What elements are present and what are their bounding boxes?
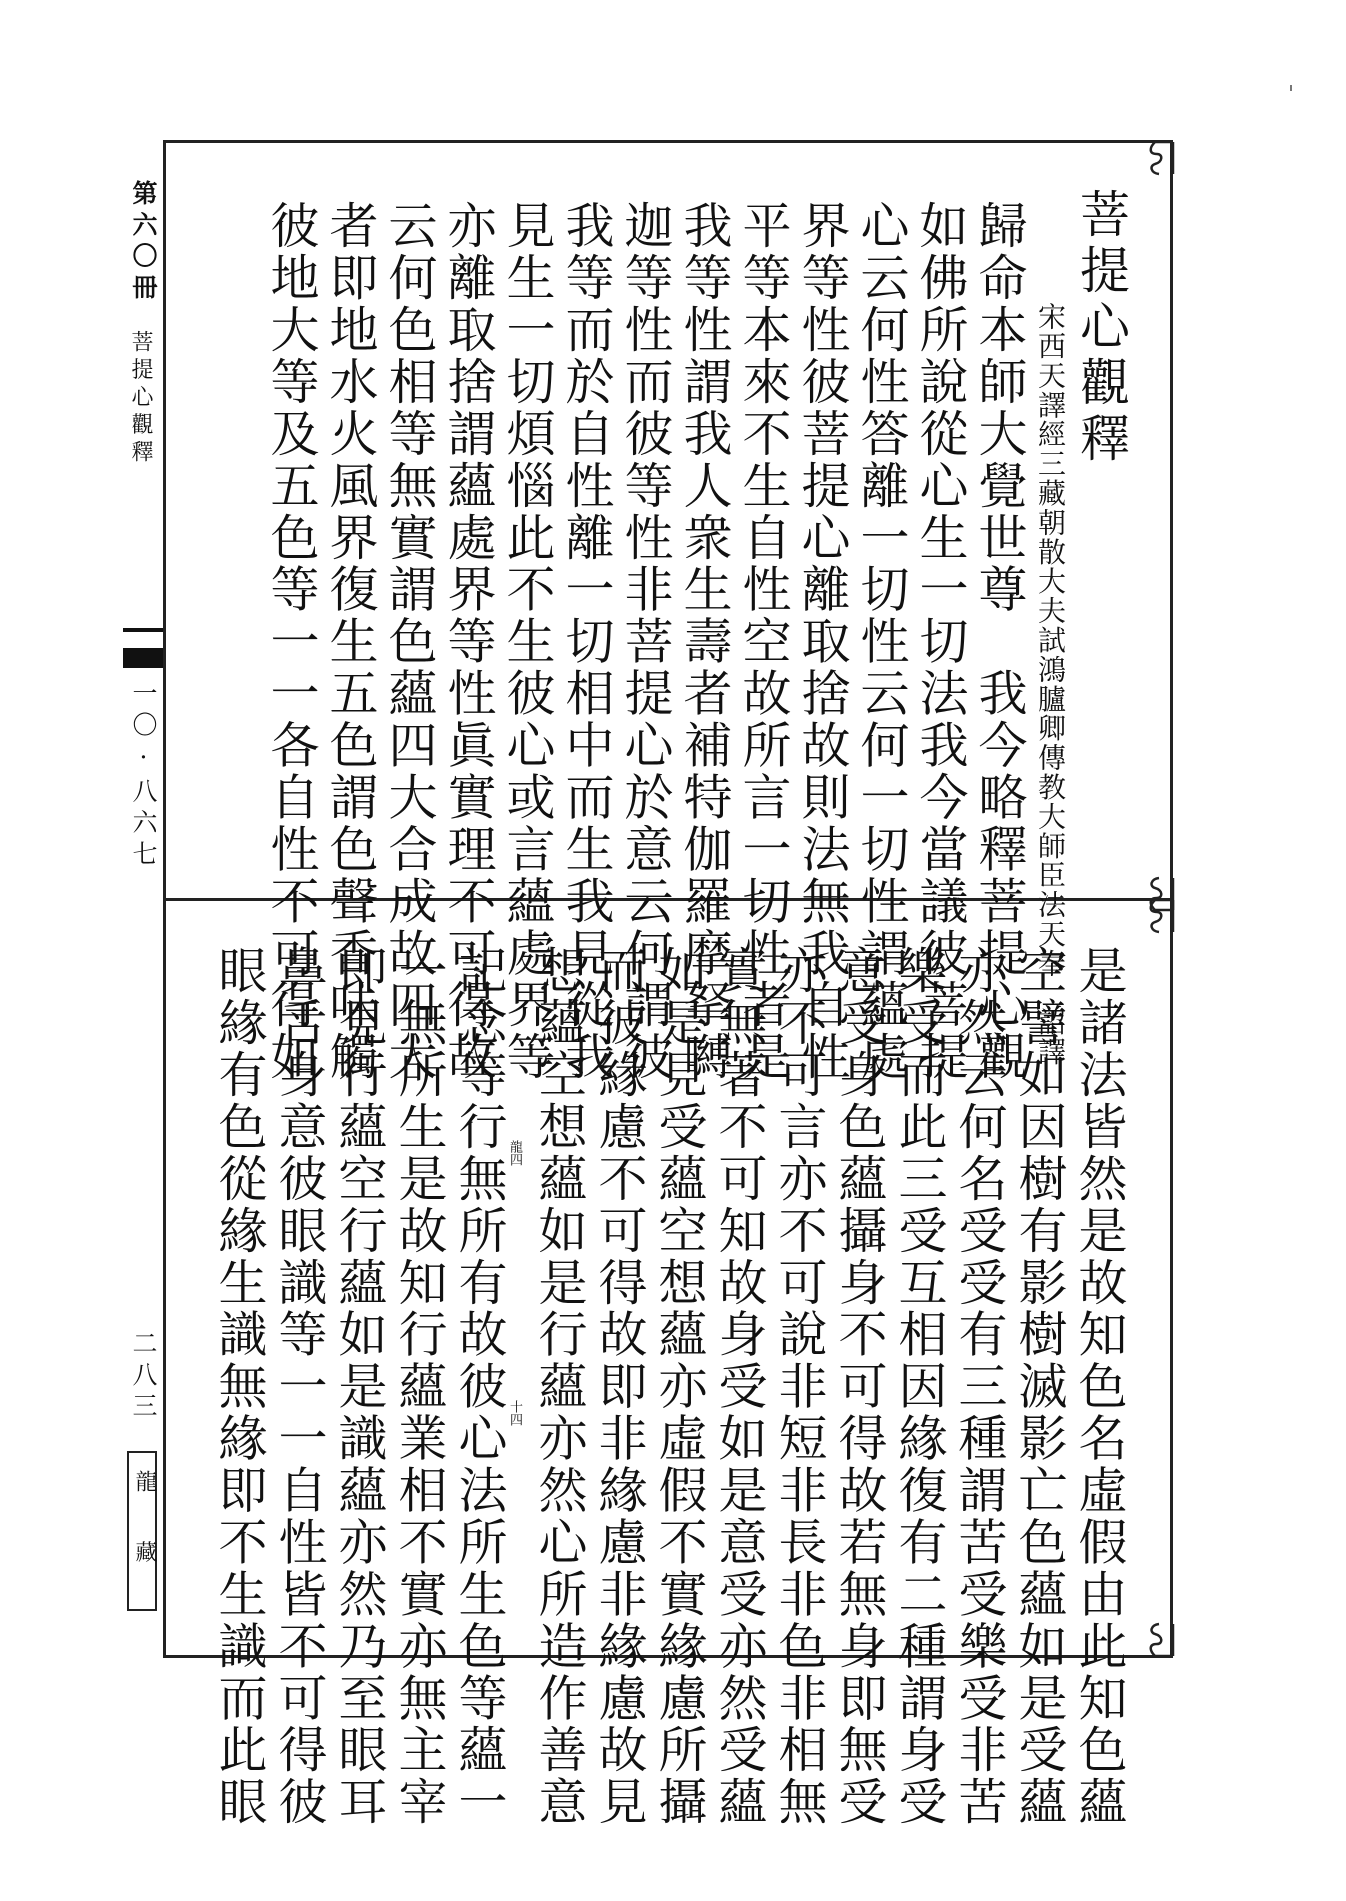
page-number-upper: 一〇·八六七 [129,680,158,872]
text-column: 眼緣有色從緣生識無緣即不生識而此眼 [211,945,268,1828]
scan-mark [1290,85,1292,91]
text-column: 一無所生是故知行蘊業相不實亦無主宰 [391,945,448,1828]
corner-ornament-icon [1147,1622,1175,1658]
page-number-lower: 二八三 [129,1330,158,1424]
text-column: 心云何性答離一切性云何一切性謂蘊處 [853,200,910,1083]
translator-byline: 宋西天譯經三藏朝散大夫試鴻臚卿傳教大師臣法天奉 詔譯 [1034,302,1067,1067]
text-column: 云何色相等無實謂色蘊四大合成故四大 [381,200,438,1083]
text-column: 迦等性而彼等性非菩提心於意云何謂彼 [617,200,674,1083]
page-note: 龍四 [507,1140,522,1166]
text-column: 意受身色蘊攝身不可得故若無身即無受 [831,945,888,1828]
text-column: 想蘊空想蘊如是行蘊亦然心所造作善意 [531,945,588,1828]
text-column: 我等性謂我人衆生壽者補特伽羅摩拏嚩 [676,200,733,1083]
text-column: 樂受而此三受互相因緣復有二種謂身受 [891,945,948,1828]
text-column: 即見行蘊空行蘊如是識蘊亦然乃至眼耳 [331,945,388,1828]
text-column: 亦離取捨謂蘊處界等性眞實理不可得故 [440,200,497,1083]
sutra-title-label: 菩提心觀釋 [128,330,153,468]
text-column: 者即地水火風界復生五色謂色聲香味觸 [322,200,379,1083]
text-column: 界等性彼菩提心離取捨故則法無我自性 [794,200,851,1083]
text-column: 鼻舌身意彼眼識等一一自性皆不可得彼 [271,945,328,1828]
text-column: 歸命本師大覺世尊 我今略釋菩提心觀 [971,200,1028,1083]
text-column: 我等而於自性離一切相中而生我見從我 [558,200,615,1083]
text-column: 彼地大等及五色等一一各自性不可得如 [263,200,320,1083]
corner-ornament-icon [1147,140,1175,176]
text-column: 亦不可言亦不可說非短非長非色非相無 [771,945,828,1828]
margin-bar [123,648,163,668]
text-column: 亦然云何名受受有三種謂苦受樂受非苦 [951,945,1008,1828]
text-column: 平等本來不生自性空故所言一切性者是 [735,200,792,1083]
text-column: 如是見受蘊空想蘊亦虛假不實緣慮所攝 [651,945,708,1828]
volume-label: 第六〇冊 [129,180,158,305]
text-column: 而彼緣慮不可得故即非緣慮非緣慮故見 [591,945,648,1828]
text-column: 實無著不可知故身受如是意受亦然受蘊 [711,945,768,1828]
corner-ornament-icon [1147,898,1175,934]
sutra-title: 菩提心觀釋 [1072,188,1130,468]
collection-seal-text: 龍藏 [132,1470,157,1611]
text-column: 記念等行無所有故彼心法所生色等蘊一 [451,945,508,1828]
text-column: 是諸法皆然是故知色名虛假由此知色蘊 [1071,945,1128,1828]
text-column: 見生一切煩惱此不生彼心或言蘊處界等 [499,200,556,1083]
text-column: 空譬如因樹有影樹滅影亡色蘊如是受蘊 [1011,945,1068,1828]
margin-rule [123,628,163,632]
text-column: 如佛所說從心生一切法我今當議彼菩提 [912,200,969,1083]
page-note: 十四 [507,1400,522,1426]
